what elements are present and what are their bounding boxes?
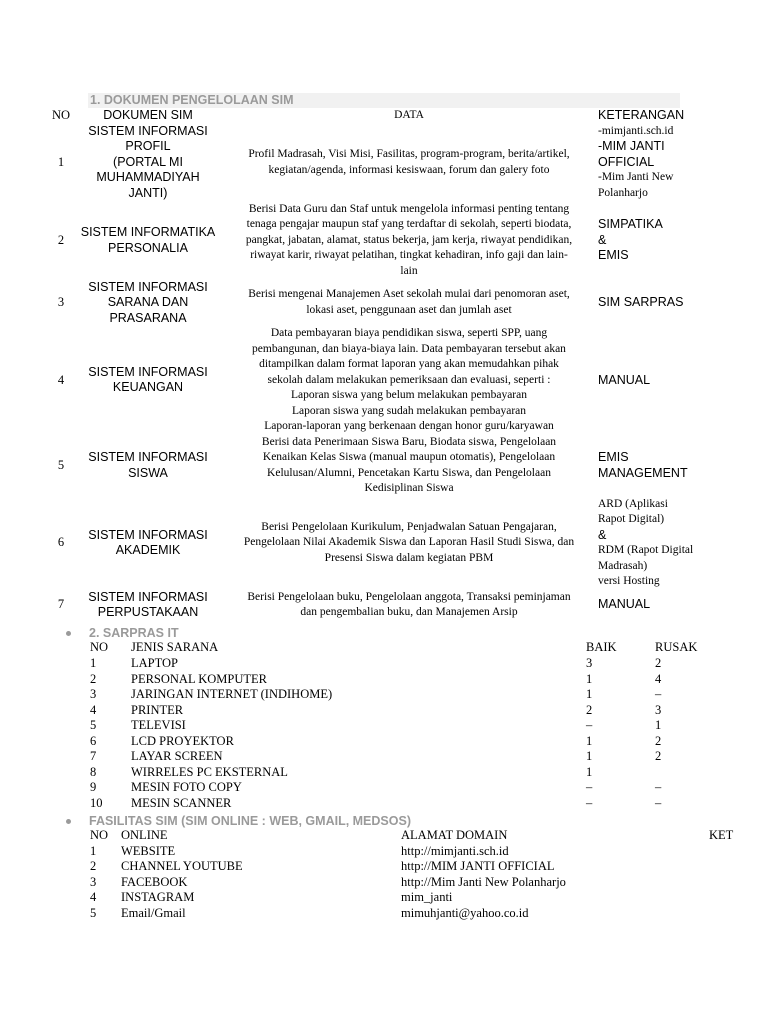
row-number: 7 bbox=[57, 597, 65, 612]
cell-baik: 1 bbox=[586, 733, 593, 748]
table-row bbox=[0, 780, 768, 796]
keterangan bbox=[598, 280, 700, 327]
row-number: 5 bbox=[57, 457, 65, 472]
cell-alamat: http://Mim Janti New Polanharjo bbox=[401, 874, 566, 889]
dokumen-name-line: (PORTAL MI bbox=[113, 154, 183, 169]
data-description-line: Laporan siswa yang sudah melakukan pembayaran bbox=[291, 404, 527, 417]
cell-no: 5 bbox=[90, 905, 97, 920]
data-description bbox=[220, 497, 598, 590]
keterangan-line: versi Hosting bbox=[598, 575, 660, 587]
cell-no: 4 bbox=[90, 702, 97, 717]
cell-online: CHANNEL YOUTUBE bbox=[121, 859, 243, 873]
cell-jenis: LAYAR SCREEN bbox=[131, 749, 223, 763]
cell-jenis: MESIN SCANNER bbox=[131, 795, 232, 810]
data-description-line: pembangunan, dan biaya-biaya lain. Data pembayaran tersebut akan bbox=[252, 342, 566, 355]
cell-jenis: MESIN FOTO COPY bbox=[131, 780, 242, 794]
keterangan-line: MANUAL bbox=[598, 597, 651, 612]
cell-no: 3 bbox=[90, 874, 97, 889]
cell-baik: 1 bbox=[586, 671, 593, 686]
data-description-line: lokasi aset, penggunaan aset dan jumlah aset bbox=[306, 303, 512, 316]
dokumen-name-line: SISWA bbox=[128, 465, 168, 480]
dokumen-name-line: AKADEMIK bbox=[115, 543, 181, 557]
cell-baik: 3 bbox=[586, 656, 593, 670]
dokumen-name-line: SISTEM INFORMATIKA bbox=[80, 225, 216, 239]
data-description-line: Profil Madrasah, Visi Misi, Fasilitas, program-program, berita/artikel, bbox=[248, 148, 570, 160]
data-description-line: riwayat karir, riwayat pelatihan, tingkat kehadiran, info gaji dan lain- bbox=[250, 249, 568, 262]
dokumen-name bbox=[76, 435, 220, 497]
table-row bbox=[0, 796, 768, 812]
cell-baik: 1 bbox=[586, 687, 593, 701]
cell-jenis: WIRRELES PC EKSTERNAL bbox=[131, 764, 288, 779]
header-no: NO bbox=[51, 108, 71, 122]
table-row bbox=[46, 590, 700, 621]
row-number: 2 bbox=[57, 232, 65, 247]
table-row bbox=[0, 859, 768, 875]
table-row bbox=[0, 890, 768, 906]
keterangan bbox=[598, 124, 700, 202]
table-row bbox=[46, 280, 700, 327]
cell-ket: KET bbox=[709, 828, 734, 842]
data-description bbox=[220, 590, 598, 621]
dokumen-name-line: JANTI) bbox=[128, 185, 168, 200]
cell-alamat: ALAMAT DOMAIN bbox=[401, 828, 508, 842]
data-description-line: Pengelolaan Nilai Akademik Siswa dan Laporan Hasil Studi Siswa, dan bbox=[243, 536, 575, 549]
dokumen-name-line: SISTEM INFORMASI bbox=[88, 279, 208, 294]
cell-baik: 1 bbox=[586, 749, 593, 763]
data-description-line: Kenaikan Kelas Siswa (manual maupun otomatis), Pengelolaan bbox=[262, 451, 556, 463]
row-number: 4 bbox=[57, 372, 65, 387]
cell-no: 1 bbox=[90, 656, 97, 670]
dokumen-name bbox=[76, 280, 220, 327]
cell-online: FACEBOOK bbox=[121, 874, 188, 889]
dokumen-name bbox=[76, 202, 220, 280]
cell-baik: – bbox=[586, 780, 593, 794]
keterangan-line: -Mim Janti New bbox=[598, 171, 674, 184]
data-description-line: tenaga pengajar maupun staf yang terdaftar di sekolah, seperti biodata, bbox=[246, 218, 572, 231]
dokumen-name-line: SISTEM INFORMASI bbox=[88, 527, 208, 542]
cell-jenis: TELEVISI bbox=[131, 718, 186, 732]
data-description-line: Berisi Pengelolaan Kurikulum, Penjadwalan Satuan Pengajaran, bbox=[261, 520, 557, 533]
cell-no: 2 bbox=[90, 859, 97, 873]
cell-jenis: JENIS SARANA bbox=[131, 640, 219, 654]
table-row bbox=[0, 875, 768, 891]
cell-no: 2 bbox=[90, 671, 97, 686]
cell-rusak: RUSAK bbox=[655, 640, 698, 654]
keterangan-line: SIM SARPRAS bbox=[598, 295, 684, 309]
table-row bbox=[0, 687, 768, 703]
dokumen-name-line: SISTEM INFORMASI bbox=[88, 364, 208, 379]
data-description-line: Berisi Pengelolaan buku, Pengelolaan anggota, Transaksi peminjaman bbox=[247, 590, 571, 603]
data-description-line: dan pengembalian buku, dan Manajemen Arsip bbox=[300, 606, 518, 618]
cell-online: ONLINE bbox=[121, 828, 168, 842]
cell-online: INSTAGRAM bbox=[121, 890, 195, 904]
cell-jenis: JARINGAN INTERNET (INDIHOME) bbox=[131, 687, 333, 701]
row-number: 3 bbox=[57, 295, 65, 309]
header-dokumen: DOKUMEN SIM bbox=[103, 108, 193, 122]
cell-alamat: http://MIM JANTI OFFICIAL bbox=[401, 859, 555, 873]
table-row bbox=[0, 703, 768, 719]
cell-baik: 1 bbox=[586, 764, 593, 779]
keterangan-line: & bbox=[598, 527, 607, 542]
keterangan-line: ARD (Aplikasi bbox=[598, 497, 668, 510]
dokumen-name-line: PROFIL bbox=[125, 139, 171, 154]
data-description-line: sekolah dalam melakukan pemeriksaan dan evaluasi, seperti : bbox=[267, 373, 551, 386]
cell-no: 5 bbox=[90, 718, 97, 732]
cell-no: 1 bbox=[90, 843, 97, 858]
table-row bbox=[46, 124, 700, 202]
cell-rusak: 2 bbox=[655, 656, 662, 670]
header-keterangan: KETERANGAN bbox=[598, 108, 685, 122]
keterangan-line: SIMPATIKA bbox=[598, 217, 663, 232]
cell-rusak: 1 bbox=[655, 718, 662, 732]
cell-jenis: PRINTER bbox=[131, 702, 184, 717]
cell-no: 3 bbox=[90, 687, 97, 701]
section-heading-sarpras: 2. SARPRAS IT bbox=[89, 626, 179, 640]
data-description-line: Presensi Siswa dalam kegiatan PBM bbox=[324, 551, 494, 564]
cell-no: NO bbox=[90, 640, 109, 654]
cell-rusak: – bbox=[655, 795, 662, 810]
keterangan-line: EMIS bbox=[598, 450, 629, 464]
dokumen-name-line: SISTEM INFORMASI bbox=[88, 589, 208, 604]
row-number: 6 bbox=[57, 535, 65, 550]
cell-rusak: 4 bbox=[655, 671, 662, 686]
data-description-line: Laporan-laporan yang berkenaan dengan honor guru/karyawan bbox=[264, 420, 554, 432]
cell-no: 9 bbox=[90, 780, 97, 794]
cell-alamat: http://mimjanti.sch.id bbox=[401, 843, 509, 858]
dokumen-name-line: SARANA DAN bbox=[107, 295, 189, 309]
cell-baik: – bbox=[586, 795, 593, 810]
cell-baik: – bbox=[586, 718, 593, 732]
keterangan-line: MANAGEMENT bbox=[598, 465, 688, 480]
cell-no: 7 bbox=[90, 749, 97, 763]
data-description-line: Berisi mengenai Manajemen Aset sekolah mulai dari penomoran aset, bbox=[248, 288, 570, 301]
dokumen-name-line: SISTEM INFORMASI bbox=[88, 450, 208, 464]
cell-online: WEBSITE bbox=[121, 843, 176, 858]
table-row bbox=[0, 749, 768, 765]
cell-no: 8 bbox=[90, 764, 97, 779]
keterangan bbox=[598, 590, 700, 621]
dokumen-name-line: MUHAMMADIYAH bbox=[96, 170, 200, 185]
table-header-row bbox=[0, 828, 768, 844]
table-header-row bbox=[0, 640, 768, 656]
dokumen-name-line: PERSONALIA bbox=[108, 240, 188, 255]
dokumen-name bbox=[76, 497, 220, 590]
keterangan-line: & bbox=[598, 232, 607, 247]
cell-no: 6 bbox=[90, 733, 97, 748]
data-description-line: Kedisiplinan Siswa bbox=[364, 482, 454, 494]
dokumen-name bbox=[76, 590, 220, 621]
data-description-line: Berisi data Penerimaan Siswa Baru, Biodata siswa, Pengelolaan bbox=[261, 435, 557, 448]
keterangan-line: OFFICIAL bbox=[598, 154, 655, 169]
table-row bbox=[0, 718, 768, 734]
table-row bbox=[0, 906, 768, 922]
section-heading-dokumen: 1. DOKUMEN PENGELOLAAN SIM bbox=[88, 93, 680, 108]
section-heading-fasilitas: FASILITAS SIM (SIM ONLINE : WEB, GMAIL, MEDSOS) bbox=[89, 814, 411, 828]
cell-no: NO bbox=[90, 828, 109, 842]
table-row bbox=[0, 844, 768, 860]
data-description-line: Kelulusan/Alumni, Pencetakan Kartu Siswa, dan Pengelolaan bbox=[267, 466, 551, 479]
keterangan-line: -mimjanti.sch.id bbox=[598, 124, 674, 137]
cell-rusak: 2 bbox=[655, 749, 662, 763]
keterangan-line: EMIS bbox=[598, 248, 629, 263]
cell-jenis: LAPTOP bbox=[131, 656, 179, 670]
cell-baik: 2 bbox=[586, 702, 593, 717]
data-description bbox=[220, 326, 598, 435]
table-row bbox=[0, 672, 768, 688]
keterangan-line: Rapot Digital) bbox=[598, 513, 665, 525]
table-row bbox=[0, 734, 768, 750]
keterangan bbox=[598, 326, 700, 435]
cell-jenis: LCD PROYEKTOR bbox=[131, 733, 234, 748]
table-row bbox=[46, 326, 700, 435]
keterangan-line: RDM (Rapot Digital bbox=[598, 544, 694, 556]
cell-jenis: PERSONAL KOMPUTER bbox=[131, 671, 268, 686]
cell-alamat: mimuhjanti@yahoo.co.id bbox=[401, 905, 529, 920]
cell-rusak: 2 bbox=[655, 733, 662, 748]
data-description-line: Data pembayaran biaya pendidikan siswa, seperti SPP, uang bbox=[270, 327, 548, 339]
cell-rusak: – bbox=[655, 780, 662, 794]
table-row bbox=[0, 656, 768, 672]
data-description-line: kegiatan/agenda, informasi kesiswaan, forum dan galery foto bbox=[268, 163, 550, 176]
dokumen-name-line: PRASARANA bbox=[109, 310, 187, 325]
keterangan bbox=[598, 497, 700, 590]
data-description bbox=[220, 202, 598, 280]
bullet-icon bbox=[66, 819, 71, 824]
header-data: DATA bbox=[394, 109, 424, 121]
table-row bbox=[46, 497, 700, 590]
dokumen-name-line: KEUANGAN bbox=[112, 380, 184, 395]
data-description-line: pangkat, jabatan, alamat, status bekerja, jam kerja, riwayat pendidikan, bbox=[245, 233, 573, 246]
data-description bbox=[220, 280, 598, 327]
data-description-line: ditampilkan dalam format laporan yang akan memudahkan pihak bbox=[259, 358, 559, 370]
dokumen-name-line: PERPUSTAKAAN bbox=[97, 605, 199, 619]
cell-no: 10 bbox=[90, 795, 103, 810]
cell-rusak: – bbox=[655, 687, 662, 701]
bullet-icon bbox=[66, 631, 71, 636]
dokumen-name bbox=[76, 326, 220, 435]
dokumen-name bbox=[76, 124, 220, 202]
data-description bbox=[220, 124, 598, 202]
cell-rusak: 3 bbox=[655, 702, 662, 717]
cell-alamat: mim_janti bbox=[401, 890, 453, 904]
row-number: 1 bbox=[57, 154, 65, 169]
dokumen-name-line: SISTEM INFORMASI bbox=[88, 123, 208, 138]
keterangan-line: Polanharjo bbox=[598, 186, 648, 199]
data-description-line: Laporan siswa yang belum melakukan pembayaran bbox=[291, 389, 527, 401]
cell-baik: BAIK bbox=[586, 640, 617, 654]
keterangan-line: -MIM JANTI bbox=[598, 139, 665, 154]
keterangan bbox=[598, 202, 700, 280]
keterangan bbox=[598, 435, 700, 497]
keterangan-line: MANUAL bbox=[598, 372, 651, 387]
data-description bbox=[220, 435, 598, 497]
dokumen-sim-table bbox=[46, 108, 700, 621]
cell-no: 4 bbox=[90, 890, 97, 904]
keterangan-line: Madrasah) bbox=[598, 559, 648, 572]
table-row bbox=[46, 435, 700, 497]
table-row bbox=[0, 765, 768, 781]
table-row bbox=[46, 202, 700, 280]
cell-online: Email/Gmail bbox=[121, 905, 186, 920]
table-header-row bbox=[46, 108, 700, 124]
data-description-line: lain bbox=[400, 264, 418, 277]
data-description-line: Berisi Data Guru dan Staf untuk mengelola informasi penting tentang bbox=[248, 202, 570, 215]
